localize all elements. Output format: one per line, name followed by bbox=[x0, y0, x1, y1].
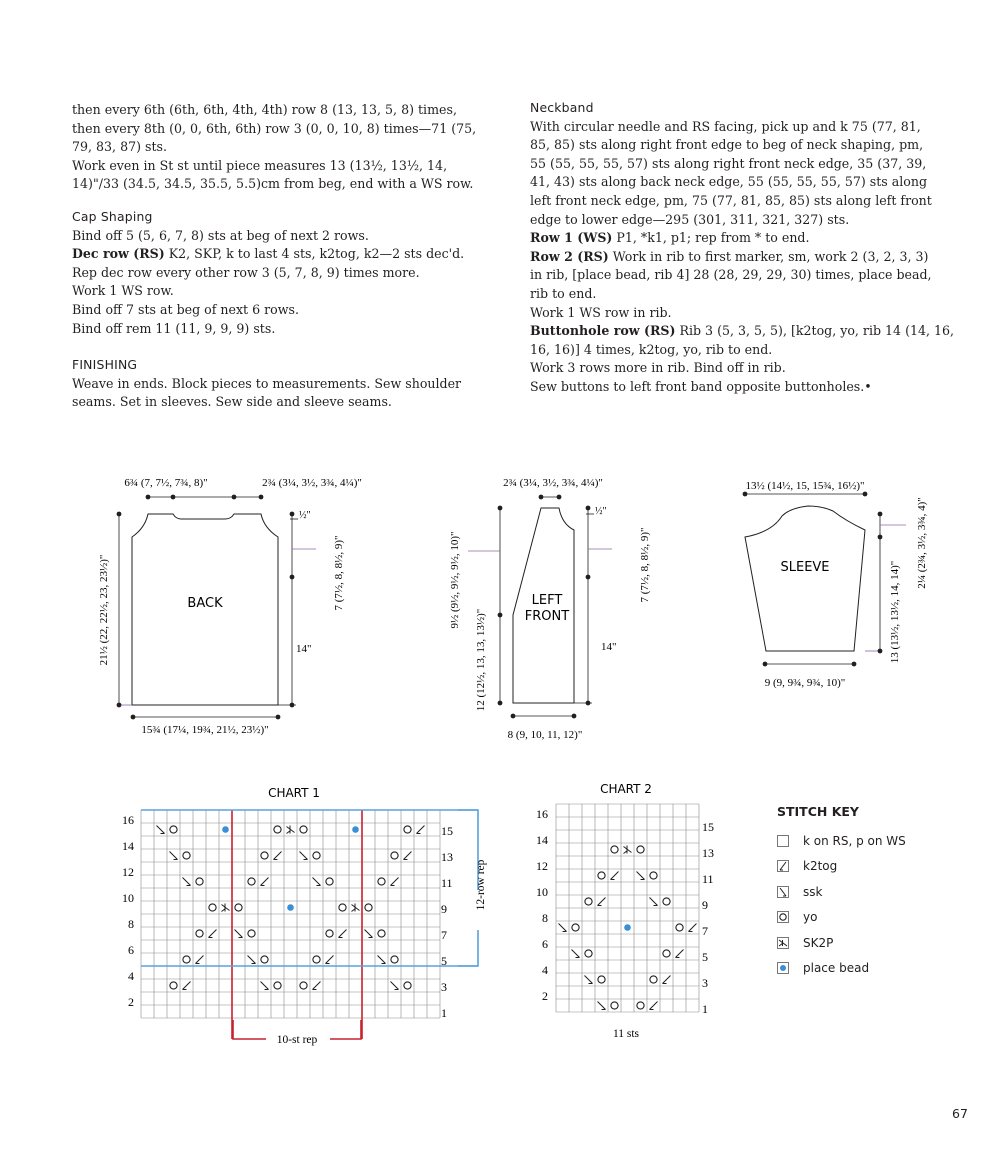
chart1-symbols bbox=[157, 826, 425, 990]
key-row-k2tog bbox=[777, 854, 906, 880]
stitch-symbol bbox=[572, 924, 579, 931]
left-front-neck-depth: 9½ (9½, 9½, 9½, 10)" bbox=[449, 531, 461, 629]
chart2-row-label: 10 bbox=[536, 885, 548, 899]
stitch-symbol bbox=[650, 1002, 658, 1010]
stitch-symbol bbox=[313, 982, 321, 990]
left-front-label-1: LEFT bbox=[531, 593, 563, 608]
chart2-stitch-count: 11 sts bbox=[612, 1028, 640, 1040]
text-line: 79, 83, 87) sts. bbox=[72, 139, 167, 155]
stitch-symbol bbox=[209, 930, 217, 938]
key-label: yo bbox=[803, 910, 818, 925]
stitch-symbol bbox=[157, 826, 165, 834]
chart2-row-label: 12 bbox=[536, 859, 548, 873]
stitch-symbol bbox=[404, 852, 412, 860]
sleeve-outline bbox=[745, 506, 865, 651]
stitch-symbol bbox=[196, 878, 203, 885]
stitch-symbol bbox=[352, 904, 360, 912]
stitch-symbol bbox=[689, 924, 697, 932]
stitch-symbol bbox=[300, 982, 307, 989]
chart2-row-label: 7 bbox=[702, 924, 708, 938]
stitch-symbol bbox=[261, 878, 269, 886]
stitch-symbol bbox=[585, 976, 593, 984]
stitch-symbol bbox=[663, 898, 670, 905]
stitch-symbol bbox=[676, 950, 684, 958]
stitch-symbol bbox=[209, 904, 216, 911]
row1-label: Row 1 (WS) bbox=[530, 230, 613, 246]
stitch-symbol bbox=[650, 976, 657, 983]
stitch-symbol bbox=[326, 930, 333, 937]
page-number: 67 bbox=[952, 1106, 968, 1121]
finishing-heading: FINISHING bbox=[72, 357, 138, 373]
chart2-row-label: 6 bbox=[542, 937, 548, 951]
text-line: With circular needle and RS facing, pick up and k 75 (77, 81, bbox=[530, 118, 921, 134]
left-front-width-dim: 8 (9, 10, 11, 12)" bbox=[507, 729, 583, 741]
stitch-symbol bbox=[287, 904, 294, 911]
text-line: left front neck edge, pm, 75 (77, 81, 85, 85) sts along left front bbox=[530, 192, 932, 208]
stitch-symbol bbox=[598, 898, 606, 906]
stitch-symbol bbox=[365, 904, 372, 911]
back-label: BACK bbox=[187, 596, 223, 611]
stitch-symbol bbox=[624, 924, 631, 931]
stitch-symbol bbox=[300, 852, 308, 860]
stitch-symbol bbox=[196, 956, 204, 964]
sleeve-bottom-dim: 9 (9, 9¾, 9¾, 10)" bbox=[764, 677, 846, 689]
chart2-row-label: 15 bbox=[702, 820, 714, 834]
back-width-dim: 15¾ (17¼, 19¾, 21½, 23½)" bbox=[141, 724, 269, 736]
stitch-symbol bbox=[391, 956, 398, 963]
stitch-symbol bbox=[611, 1002, 618, 1009]
stitch-symbol bbox=[598, 1002, 606, 1010]
text-line: Bind off 7 sts at beg of next 6 rows. bbox=[72, 301, 299, 317]
stitch-symbol bbox=[183, 982, 191, 990]
text-line: Sew buttons to left front band opposite buttonholes.• bbox=[530, 378, 872, 394]
stitch-symbol bbox=[611, 872, 619, 880]
key-row-knit bbox=[777, 828, 906, 854]
chart1-st-rep-label: 10-st rep bbox=[276, 1034, 318, 1046]
chart2-title: CHART 2 bbox=[600, 782, 652, 796]
stitch-symbol bbox=[352, 826, 359, 833]
text-line: seams. Set in sleeves. Sew side and sleeve seams. bbox=[72, 394, 392, 410]
stitch-symbol bbox=[585, 898, 592, 905]
left-front-top-dim: 2¾ (3¼, 3½, 3¾, 4¼)" bbox=[503, 477, 603, 489]
stitch-symbol bbox=[274, 852, 282, 860]
buttonhole-label: Buttonhole row (RS) bbox=[530, 323, 676, 339]
row2-label: Row 2 (RS) bbox=[530, 248, 609, 264]
stitch-symbol bbox=[585, 950, 592, 957]
stitch-symbol bbox=[339, 904, 346, 911]
sleeve-top-dim: 13½ (14½, 15, 15¾, 16½)" bbox=[745, 480, 865, 492]
stitch-symbol bbox=[663, 976, 671, 984]
stitch-symbol bbox=[559, 924, 567, 932]
stitch-symbol bbox=[417, 826, 425, 834]
key-label: k2tog bbox=[803, 859, 838, 874]
buttonhole-text: Rib 3 (5, 3, 5, 5), [k2tog, yo, rib 14 (14, 16, bbox=[675, 323, 955, 339]
sleeve-label: SLEEVE bbox=[780, 560, 830, 575]
stitch-symbol bbox=[313, 956, 320, 963]
text-line: then every 8th (0, 0, 6th, 6th) row 3 (0, 0, 10, 8) times—71 (75, bbox=[72, 120, 477, 136]
chart1-row-label: 12 bbox=[122, 865, 134, 879]
chart2-row-label: 2 bbox=[542, 989, 548, 1003]
sleeve-cap-dim: 2¼ (2¾, 3½, 3¾, 4)" bbox=[916, 497, 928, 589]
text-line: 85, 85) sts along right front edge to beg of neck shaping, pm, bbox=[530, 137, 924, 153]
row1-text: P1, *k1, p1; rep from * to end. bbox=[612, 230, 810, 246]
chart1-row-label: 10 bbox=[122, 891, 134, 905]
stitch-symbol bbox=[365, 930, 373, 938]
text-line: Bind off rem 11 (11, 9, 9, 9) sts. bbox=[72, 320, 276, 336]
stitch-symbol bbox=[391, 878, 399, 886]
chart1-row-label: 5 bbox=[441, 954, 447, 968]
stitch-symbol bbox=[378, 956, 386, 964]
stitch-symbol bbox=[274, 826, 281, 833]
text-line: Work 3 rows more in rib. Bind off in rib. bbox=[530, 360, 786, 376]
chart1-row-rep-label: 12-row rep bbox=[475, 859, 487, 911]
ssk-icon bbox=[777, 886, 789, 898]
chart1-row-label: 14 bbox=[122, 839, 134, 853]
stitch-symbol bbox=[261, 852, 268, 859]
stitch-symbol bbox=[248, 930, 255, 937]
stitch-symbol bbox=[663, 950, 670, 957]
stitch-symbol bbox=[274, 982, 281, 989]
bead-icon bbox=[777, 962, 789, 974]
stitch-symbol bbox=[235, 904, 242, 911]
key-row-sk2p bbox=[777, 930, 906, 956]
yo-icon bbox=[777, 911, 789, 923]
chart1-row-label: 9 bbox=[441, 902, 447, 916]
chart1-row-label: 7 bbox=[441, 928, 447, 942]
text-line: 55 (55, 55, 55, 57) sts along right front neck edge, 35 (37, 39, bbox=[530, 155, 927, 171]
stitch-symbol bbox=[598, 976, 605, 983]
text-line: 14)"/33 (34.5, 34.5, 35.5, 5.5)cm from beg, end with a WS row. bbox=[72, 176, 474, 192]
text-line: Rep dec row every other row 3 (5, 7, 8, 9) times more. bbox=[72, 264, 420, 280]
stitch-symbol bbox=[261, 982, 269, 990]
text-line: in rib, [place bead, rib 4] 28 (28, 29, 29, 30) times, place bead, bbox=[530, 267, 932, 283]
chart1-row-label: 13 bbox=[441, 850, 453, 864]
text-line: then every 6th (6th, 6th, 4th, 4th) row 8 (13, 13, 5, 8) times, bbox=[72, 102, 457, 117]
chart1-row-label: 1 bbox=[441, 1006, 447, 1020]
stitch-key bbox=[777, 804, 906, 981]
back-neck-drop: ½" bbox=[299, 510, 311, 521]
chart2-symbols bbox=[559, 846, 697, 1010]
back-side-dim: 14" bbox=[296, 643, 312, 655]
back-shoulder-dim: 6¾ (7, 7½, 7¾, 8)" bbox=[124, 477, 208, 489]
stitch-symbol bbox=[170, 826, 177, 833]
stitch-symbol bbox=[222, 904, 230, 912]
stitch-symbol bbox=[637, 872, 645, 880]
stitch-symbol bbox=[378, 930, 385, 937]
chart2-row-label: 1 bbox=[702, 1002, 708, 1016]
stitch-symbol bbox=[196, 930, 203, 937]
text-line: 16, 16)] 4 times, k2tog, yo, rib to end. bbox=[530, 341, 773, 357]
key-label: place bead bbox=[803, 961, 870, 976]
left-front-side-dim: 14" bbox=[601, 641, 617, 653]
stitch-symbol bbox=[637, 1002, 644, 1009]
chart2-row-label: 5 bbox=[702, 950, 708, 964]
text-line: Weave in ends. Block pieces to measurements. Sew shoulder bbox=[72, 375, 462, 391]
stitch-symbol bbox=[313, 878, 321, 886]
stitch-symbol bbox=[287, 826, 295, 834]
left-front-neck-drop: ½" bbox=[595, 506, 607, 517]
dec-row-text: K2, SKP, k to last 4 sts, k2tog, k2—2 sts dec'd. bbox=[164, 246, 465, 262]
stitch-symbol bbox=[183, 878, 191, 886]
stitch-symbol bbox=[572, 950, 580, 958]
key-row-ssk bbox=[777, 879, 906, 905]
stitch-symbol bbox=[624, 846, 632, 854]
stitch-symbol bbox=[404, 826, 411, 833]
back-neck-dim: 2¾ (3¼, 3½, 3¾, 4¼)" bbox=[262, 477, 362, 489]
back-length-dim: 21½ (22, 22½, 23, 23½)" bbox=[98, 554, 110, 666]
text-line: Bind off 5 (5, 6, 7, 8) sts at beg of next 2 rows. bbox=[72, 227, 369, 243]
chart2-row-label: 14 bbox=[536, 833, 548, 847]
stitch-symbol bbox=[222, 826, 229, 833]
text-line: 41, 43) sts along back neck edge, 55 (55, 55, 55, 57) sts along bbox=[530, 174, 928, 190]
dec-row-label: Dec row (RS) bbox=[72, 246, 165, 262]
text-line: edge to lower edge—295 (301, 311, 321, 327) sts. bbox=[530, 211, 850, 227]
stitch-symbol bbox=[313, 852, 320, 859]
stitch-symbol bbox=[378, 878, 385, 885]
chart1-row-label: 15 bbox=[441, 824, 453, 838]
chart1-row-label: 3 bbox=[441, 980, 447, 994]
neckband-heading: Neckband bbox=[530, 100, 594, 115]
stitch-symbol bbox=[650, 872, 657, 879]
key-label: SK2P bbox=[803, 935, 834, 950]
stitch-symbol bbox=[170, 982, 177, 989]
stitch-symbol bbox=[183, 956, 190, 963]
back-armhole-dim: 7 (7½, 8, 8½, 9)" bbox=[333, 535, 345, 611]
chart2-grid bbox=[556, 804, 699, 1012]
stitch-symbol bbox=[326, 878, 333, 885]
stitch-symbol bbox=[183, 852, 190, 859]
chart1-title: CHART 1 bbox=[268, 786, 320, 800]
stitch-key-title: STITCH KEY bbox=[777, 804, 859, 819]
chart1-row-label: 6 bbox=[128, 943, 134, 957]
text-line: rib to end. bbox=[530, 285, 597, 301]
stitch-symbol bbox=[339, 930, 347, 938]
text-line: Work 1 WS row in rib. bbox=[530, 304, 672, 320]
stitch-symbol bbox=[391, 982, 399, 990]
chart1-row-label: 4 bbox=[128, 969, 134, 983]
chart2-row-label: 16 bbox=[536, 807, 548, 821]
stitch-symbol bbox=[261, 956, 268, 963]
stitch-symbol bbox=[235, 930, 243, 938]
sleeve-length-dim: 13 (13½, 13½, 14, 14)" bbox=[889, 560, 901, 664]
left-front-lower-dim: 12 (12½, 13, 13, 13½)" bbox=[475, 608, 487, 712]
key-label: k on RS, p on WS bbox=[803, 833, 906, 848]
key-row-bead bbox=[777, 956, 906, 982]
stitch-symbol bbox=[650, 898, 658, 906]
stitch-symbol bbox=[404, 982, 411, 989]
stitch-symbol bbox=[391, 852, 398, 859]
k2tog-icon bbox=[777, 860, 789, 872]
chart2-row-label: 8 bbox=[542, 911, 548, 925]
text-line: Work even in St st until piece measures 13 (13½, 13½, 14, bbox=[72, 157, 448, 173]
stitch-symbol bbox=[248, 878, 255, 885]
text-line: Work 1 WS row. bbox=[72, 283, 174, 299]
stitch-symbol bbox=[676, 924, 683, 931]
chart1-grid bbox=[141, 810, 478, 1039]
chart1-row-label: 8 bbox=[128, 917, 134, 931]
stitch-symbol bbox=[598, 872, 605, 879]
key-row-yo bbox=[777, 905, 906, 931]
chart2-row-label: 4 bbox=[542, 963, 548, 977]
chart2-row-label: 9 bbox=[702, 898, 708, 912]
left-front-label-2: FRONT bbox=[524, 609, 570, 624]
cap-shaping-heading: Cap Shaping bbox=[72, 208, 153, 224]
stitch-symbol bbox=[300, 826, 307, 833]
chart1-row-label: 16 bbox=[122, 813, 134, 827]
stitch-symbol bbox=[248, 956, 256, 964]
stitch-symbol bbox=[170, 852, 178, 860]
chart1-row-label: 2 bbox=[128, 995, 134, 1009]
chart1-row-label: 11 bbox=[441, 876, 453, 890]
chart2-row-label: 13 bbox=[702, 846, 714, 860]
left-front-armhole-dim: 7 (7½, 8, 8½, 9)" bbox=[639, 527, 651, 603]
chart2-row-label: 3 bbox=[702, 976, 708, 990]
sk2p-icon bbox=[777, 937, 789, 949]
stitch-symbol bbox=[611, 846, 618, 853]
knit-icon bbox=[777, 835, 789, 847]
chart2-row-label: 11 bbox=[702, 872, 714, 886]
row2-text: Work in rib to first marker, sm, work 2 (3, 2, 3, 3) bbox=[608, 248, 929, 264]
key-label: ssk bbox=[803, 884, 823, 899]
stitch-symbol bbox=[326, 956, 334, 964]
stitch-symbol bbox=[637, 846, 644, 853]
